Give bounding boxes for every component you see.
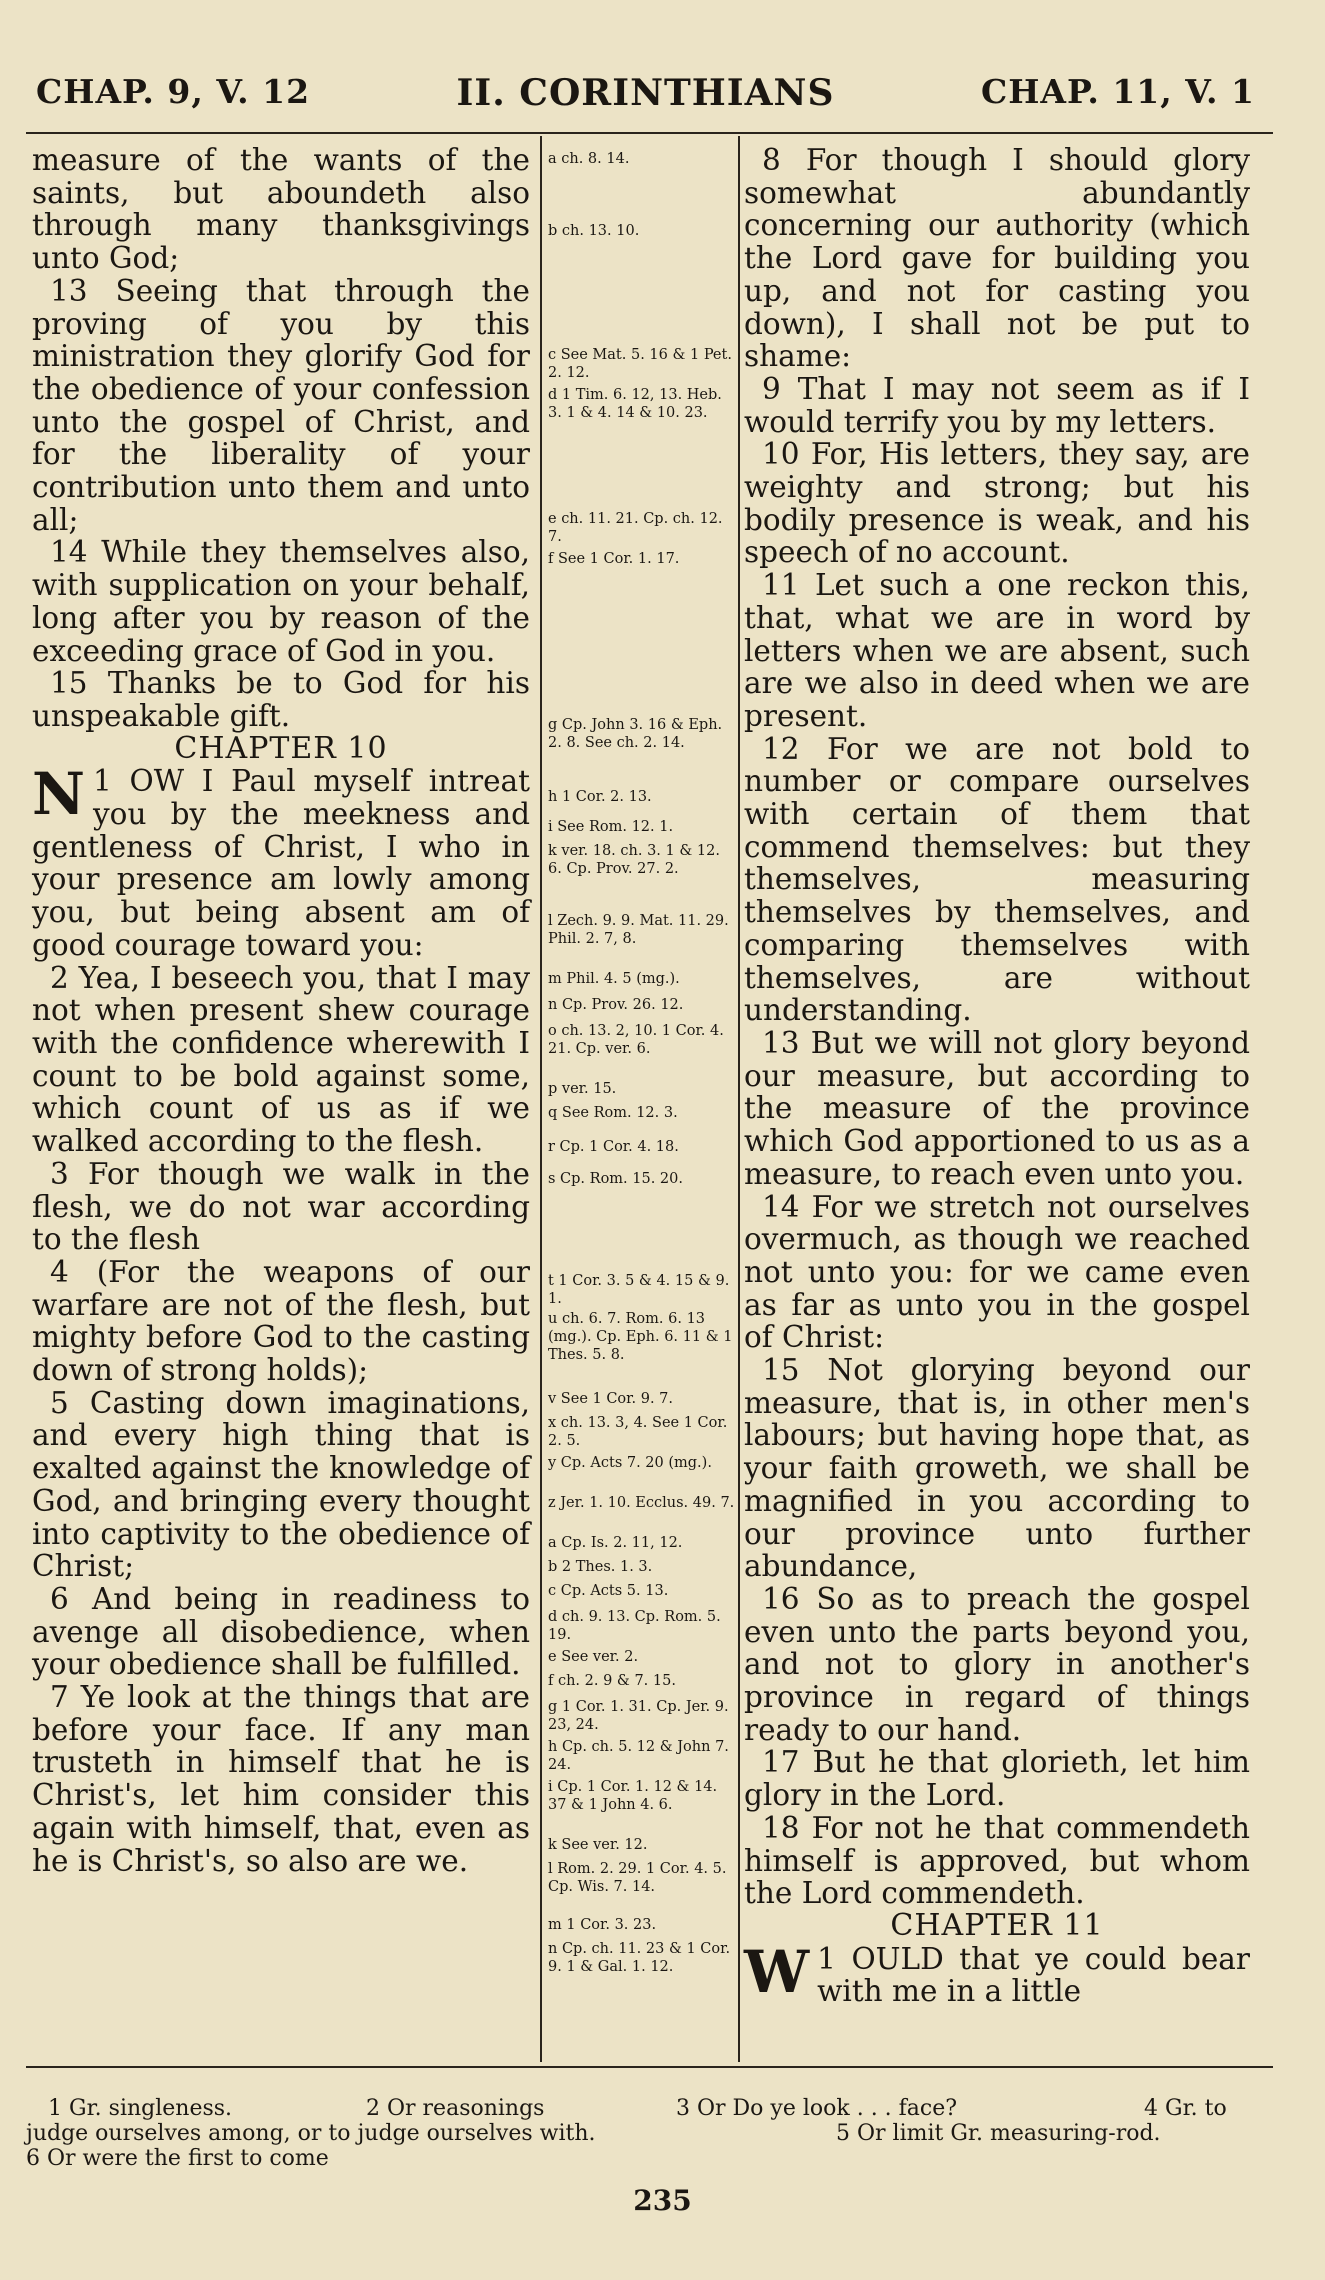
cross-ref: l Zech. 9. 9. Mat. 11. 29. Phil. 2. 7, 8. (548, 913, 729, 947)
verse-10-14: 14 For we stretch not ourselves overmuch, as though we reached not unto you: for we came even as far as unto you in the gospel of Christ: (744, 1189, 1250, 1355)
verse-9-15: 15 Thanks be to God for his unspeakable gift. (32, 666, 530, 733)
verse-10-8: 8 For though I should glory somewhat abundantly concerning our authority (which the Lord gave for building you up, and not for casting you down), I shall not be put to shame: (744, 143, 1250, 374)
cross-ref: h 1 Cor. 2. 13. (548, 789, 652, 805)
footnote-4-cont: judge ourselves among, or to judge ourselves with. (26, 2121, 596, 2146)
footnote-5: 5 Or limit Gr. measuring-rod. (836, 2121, 1161, 2146)
cross-ref: v See 1 Cor. 9. 7. (548, 1391, 673, 1407)
footnote-rule (26, 2066, 1273, 2068)
verse-10-10: 10 For, His letters, they say, are weighty and strong; but his bodily presence is weak, and his speech of no account. (744, 437, 1250, 570)
cross-ref: c See Mat. 5. 16 & 1 Pet. 2. 12. (548, 347, 732, 381)
verse-10-9: 9 That I may not seem as if I would terrify you by my letters. (744, 371, 1250, 439)
cross-ref: h Cp. ch. 5. 12 & John 7. 24. (548, 1739, 729, 1773)
footnote-3: 3 Or Do ye look . . . face? (676, 2096, 958, 2121)
verse-10-1 (32, 760, 530, 962)
verse-10-2: 2 Yea, I beseech you, that I may not when present shew courage with the confidence wherewith I count to be bold against some, which count of us as if we walked according to the flesh. (32, 960, 530, 1159)
verse-11-1-number: 1 (817, 1941, 836, 1976)
cross-ref: n Cp. Prov. 26. 12. (548, 997, 684, 1013)
drop-cap-w: W (744, 1937, 810, 2006)
footnote-line-1 (26, 2096, 1256, 2121)
cross-ref: f See 1 Cor. 1. 17. (548, 551, 680, 567)
verse-10-17: 17 But he that glorieth, let him glory in the Lord. (744, 1745, 1250, 1813)
footnote-1: 1 Gr. singleness. (48, 2096, 233, 2121)
verse-10-11: 11 Let such a one reckon this, that, what we are in word by letters when we are absent, such are we also in deed when we are present. (744, 568, 1250, 733)
verse-11-1 (744, 1937, 1250, 2009)
cross-ref: k See ver. 12. (548, 1837, 648, 1853)
cross-ref: e ch. 11. 21. Cp. ch. 12. 7. (548, 511, 723, 545)
footnote-2: 2 Or reasonings (366, 2096, 545, 2121)
cross-ref: d ch. 9. 13. Cp. Rom. 5. 19. (548, 1609, 721, 1643)
cross-ref: g Cp. John 3. 16 & Eph. 2. 8. See ch. 2. 14. (548, 717, 723, 751)
header-rule (26, 132, 1273, 134)
cross-ref: n Cp. ch. 11. 23 & 1 Cor. 9. 1 & Gal. 1. 12. (548, 1941, 731, 1975)
cross-ref: a ch. 8. 14. (548, 151, 630, 167)
header-chapter-right: CHAP. 11, V. 1 (980, 72, 1255, 111)
cross-ref: b 2 Thes. 1. 3. (548, 1559, 653, 1575)
cross-ref: q See Rom. 12. 3. (548, 1105, 678, 1121)
header-chapter-left: CHAP. 9, V. 12 (36, 72, 311, 111)
cross-ref: p ver. 15. (548, 1081, 617, 1097)
column-divider-right (738, 136, 740, 2062)
cross-ref: c Cp. Acts 5. 13. (548, 1583, 669, 1599)
verse-10-6: 6 And being in readiness to avenge all disobedience, when your obedience shall be fulfilled. (32, 1581, 530, 1682)
text-column-left (32, 144, 530, 1877)
drop-cap-n: N (32, 760, 86, 829)
cross-ref: a Cp. Is. 2. 11, 12. (548, 1535, 683, 1551)
verse-10-16: 16 So as to preach the gospel even unto the parts beyond you, and not to glory in another's province in regard of things ready to our hand. (744, 1581, 1250, 1747)
verse-10-1-text: OW I Paul myself intreat you by the meekness and gentleness of Christ, I who in your presence am lowly among you, but being absent am of good courage toward you: (32, 764, 530, 962)
footnotes (26, 2096, 1256, 2171)
verse-10-1-number: 1 (93, 764, 112, 799)
column-divider-left (540, 136, 542, 2062)
cross-ref: k ver. 18. ch. 3. 1 & 12. 6. Cp. Prov. 27. 2. (548, 843, 720, 877)
cross-ref: m Phil. 4. 5 (mg.). (548, 971, 680, 987)
cross-ref: u ch. 6. 7. Rom. 6. 13 (mg.). Cp. Eph. 6. 11 & 1 Thes. 5. 8. (548, 1311, 733, 1363)
chapter-10-heading: CHAPTER 10 (174, 730, 388, 766)
cross-ref: g 1 Cor. 1. 31. Cp. Jer. 9. 23, 24. (548, 1699, 729, 1733)
cross-ref: y Cp. Acts 7. 20 (mg.). (548, 1455, 712, 1471)
footnote-line-3 (26, 2146, 1256, 2171)
verse-11-1-text: OULD that ye could bear with me in a little (817, 1941, 1250, 2009)
cross-ref: f ch. 2. 9 & 7. 15. (548, 1673, 676, 1689)
verse-10-12: 12 For we are not bold to number or compare ourselves with certain of them that commend themselves: but they themselves, measuring themselves by themselves, and comparing themselves with themselves, are without understanding. (744, 731, 1250, 1028)
verse-9-12-cont: measure of the wants of the saints, but aboundeth also through many thanksgivings unto God; (32, 143, 530, 276)
verse-10-3: 3 For though we walk in the flesh, we do not war according to the flesh (32, 1156, 530, 1257)
cross-ref: x ch. 13. 3, 4. See 1 Cor. 2. 5. (548, 1415, 728, 1449)
footnote-6: 6 Or were the first to come (26, 2146, 329, 2171)
page-number: 235 (633, 2184, 692, 2217)
verse-10-18: 18 For not he that commendeth himself is approved, but whom the Lord commendeth. (744, 1810, 1250, 1911)
cross-ref: d 1 Tim. 6. 12, 13. Heb. 3. 1 & 4. 14 & 10. 23. (548, 387, 722, 421)
footnote-4-start: 4 Gr. to (1144, 2096, 1227, 2121)
verse-9-14: 14 While they themselves also, with supplication on your behalf, long after you by reason of the exceeding grace of God in you. (32, 535, 530, 668)
cross-ref: o ch. 13. 2, 10. 1 Cor. 4. 21. Cp. ver. 6. (548, 1023, 724, 1057)
running-header (36, 72, 1255, 122)
verse-10-7: 7 Ye look at the things that are before your face. If any man trusteth in himself that he is Christ's, let him consider this again with himself, that, even as he is Christ's, so also are we. (32, 1680, 530, 1878)
cross-ref: l Rom. 2. 29. 1 Cor. 4. 5. Cp. Wis. 7. 14. (548, 1861, 727, 1895)
cross-ref: i See Rom. 12. 1. (548, 819, 674, 835)
cross-ref: s Cp. Rom. 15. 20. (548, 1171, 683, 1187)
cross-ref: t 1 Cor. 3. 5 & 4. 15 & 9. 1. (548, 1273, 730, 1307)
footnote-line-2 (26, 2121, 1256, 2146)
header-book-title: II. CORINTHIANS (456, 72, 835, 114)
verse-10-15: 15 Not glorying beyond our measure, that is, in other men's labours; but having hope that, as your faith groweth, we shall be magnified in you according to our province unto further abundance, (744, 1353, 1250, 1584)
cross-ref: z Jer. 1. 10. Ecclus. 49. 7. (548, 1495, 735, 1511)
verse-10-5: 5 Casting down imaginations, and every high thing that is exalted against the knowledge of God, and bringing every thought into captivity to the obedience of Christ; (32, 1385, 530, 1584)
verse-9-13: 13 Seeing that through the proving of you by this ministration they glorify God for the obedience of your confession unto the gospel of Christ, and for the liberality of your contribution unto them and unto all; (32, 273, 530, 537)
text-column-right (744, 144, 1250, 2008)
cross-ref: i Cp. 1 Cor. 1. 12 & 14. 37 & 1 John 4. 6. (548, 1779, 718, 1813)
cross-ref: m 1 Cor. 3. 23. (548, 1917, 657, 1933)
cross-ref: r Cp. 1 Cor. 4. 18. (548, 1139, 679, 1155)
verse-10-4: 4 (For the weapons of our warfare are not of the flesh, but mighty before God to the casting down of strong holds); (32, 1254, 530, 1388)
cross-ref: e See ver. 2. (548, 1649, 639, 1665)
verse-10-13: 13 But we will not glory beyond our measure, but according to the measure of the province which God apportioned to us as a measure, to reach even unto you. (744, 1025, 1250, 1191)
chapter-11-heading: CHAPTER 11 (890, 1907, 1104, 1943)
cross-ref: b ch. 13. 10. (548, 223, 640, 239)
